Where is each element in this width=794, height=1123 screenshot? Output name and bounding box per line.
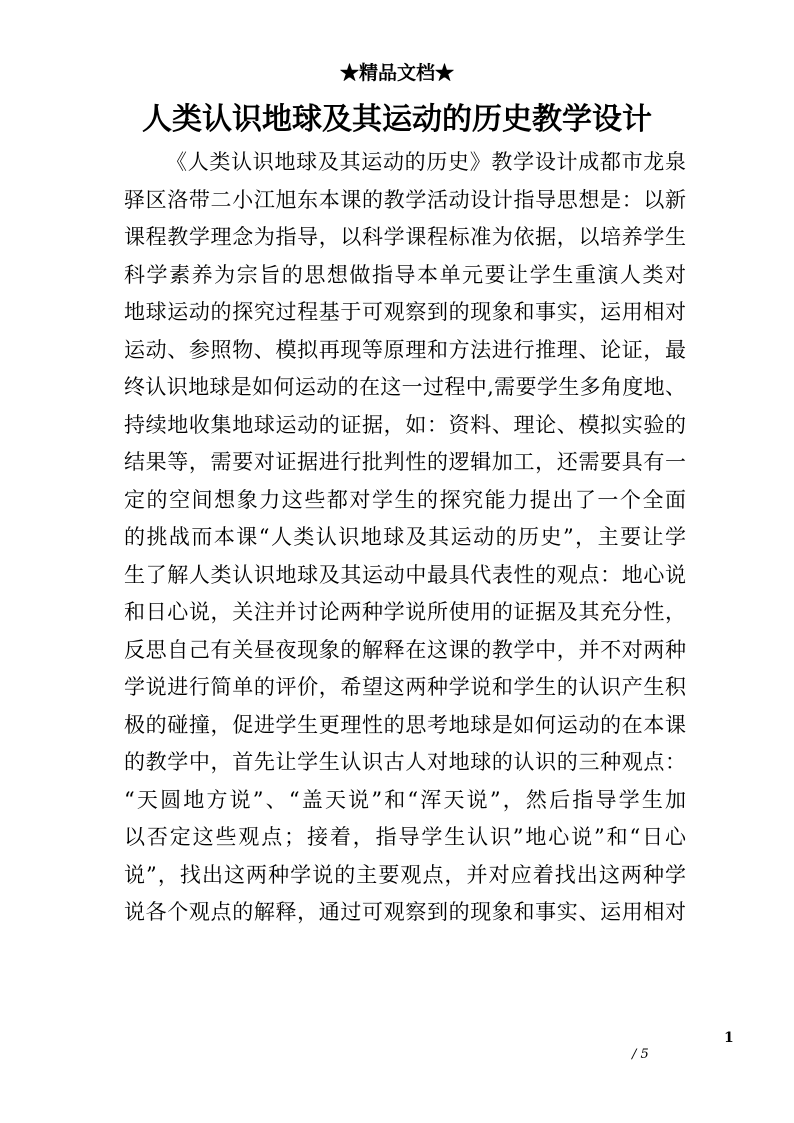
body-line: 说各个观点的解释，通过可观察到的现象和事实、运用相对 bbox=[124, 900, 686, 924]
body-line: 课程教学理念为指导，以科学课程标准为依据，以培养学生 bbox=[124, 225, 686, 249]
body-line: 学说进行简单的评价，希望这两种学说和学生的认识产生积 bbox=[124, 675, 686, 699]
body-line: 科学素养为宗旨的思想做指导本单元要让学生重演人类对 bbox=[124, 262, 686, 287]
body-line: 运动、参照物、模拟再现等原理和方法进行推理、论证，最 bbox=[124, 337, 686, 362]
page-number: 1 bbox=[724, 1030, 734, 1046]
body-line: 反思自己有关昼夜现象的解释在这课的教学中，并不对两种 bbox=[124, 637, 686, 662]
body-line: 的挑战而本课“人类认识地球及其运动的历史”，主要让学 bbox=[124, 525, 686, 549]
page-total: / 5 bbox=[632, 1047, 649, 1062]
body-line: 《人类认识地球及其运动的历史》教学设计成都市龙泉 bbox=[166, 150, 686, 174]
body-line: 终认识地球是如何运动的在这一过程中,需要学生多角度地、 bbox=[124, 375, 686, 399]
body-line: 持续地收集地球运动的证据，如：资料、理论、模拟实验的 bbox=[124, 412, 686, 437]
body-line: 生了解人类认识地球及其运动中最具代表性的观点：地心说 bbox=[124, 562, 686, 587]
body-line: 结果等，需要对证据进行批判性的逻辑加工，还需要具有一 bbox=[124, 450, 686, 474]
body-line: “天圆地方说”、“盖天说”和“浑天说”，然后指导学生加 bbox=[124, 787, 686, 812]
document-body bbox=[124, 144, 686, 932]
document-title: 人类认识地球及其运动的历史教学设计 bbox=[142, 102, 652, 137]
body-line: 极的碰撞，促进学生更理性的思考地球是如何运动的在本课 bbox=[124, 712, 686, 737]
body-line: 的教学中，首先让学生认识古人对地球的认识的三种观点： bbox=[124, 750, 686, 774]
body-line: 和日心说，关注并讨论两种学说所使用的证据及其充分性， bbox=[124, 600, 686, 624]
body-line: 地球运动的探究过程基于可观察到的现象和事实，运用相对 bbox=[124, 300, 686, 324]
body-line: 以否定这些观点；接着，指导学生认识”地心说”和“日心 bbox=[124, 825, 686, 849]
body-line: 定的空间想象力这些都对学生的探究能力提出了一个全面 bbox=[124, 487, 686, 512]
body-line: 说”，找出这两种学说的主要观点，并对应着找出这两种学 bbox=[124, 862, 686, 887]
document-header-label: ★精品文档★ bbox=[339, 62, 454, 84]
body-line: 驿区洛带二小江旭东本课的教学活动设计指导思想是：以新 bbox=[124, 187, 686, 212]
